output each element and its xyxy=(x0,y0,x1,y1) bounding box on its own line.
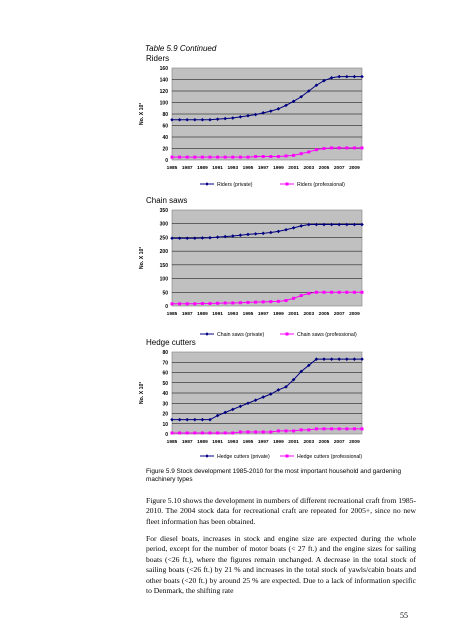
y-tick-label: 70 xyxy=(162,360,168,367)
y-tick-label: 160 xyxy=(159,66,168,72)
x-tick-label: 1985 xyxy=(166,166,178,171)
y-tick-label: 100 xyxy=(159,276,168,283)
data-point xyxy=(186,431,189,434)
legend-label: Riders (professional) xyxy=(297,182,345,188)
x-tick-label: 1993 xyxy=(227,440,239,445)
data-point xyxy=(292,429,295,432)
x-tick-label: 2009 xyxy=(349,440,360,445)
data-point xyxy=(193,431,196,434)
y-tick-label: 40 xyxy=(162,391,168,397)
data-point xyxy=(216,156,219,159)
data-point xyxy=(361,291,364,294)
x-tick-label: 1987 xyxy=(181,312,193,317)
x-tick-label: 1985 xyxy=(166,440,178,445)
x-tick-label: 1985 xyxy=(166,312,178,317)
data-point xyxy=(285,154,288,157)
y-tick-label: 30 xyxy=(162,401,168,408)
x-tick-label: 2007 xyxy=(333,166,345,171)
data-point xyxy=(345,146,348,149)
x-tick-label: 2005 xyxy=(318,166,330,171)
data-point xyxy=(330,291,333,294)
data-point xyxy=(193,156,196,159)
data-point xyxy=(193,302,196,305)
chain-saws-chart xyxy=(134,204,374,346)
page-number: 55 xyxy=(400,611,408,620)
y-tick-label: 20 xyxy=(162,411,168,418)
data-point xyxy=(345,291,348,294)
data-point xyxy=(292,297,295,300)
x-tick-label: 1995 xyxy=(242,312,254,317)
x-tick-label: 1987 xyxy=(181,440,193,445)
data-point xyxy=(247,156,250,159)
data-point xyxy=(361,146,364,149)
x-tick-label: 1997 xyxy=(257,312,269,317)
y-tick-label: 250 xyxy=(159,235,168,242)
x-tick-label: 1989 xyxy=(197,312,208,317)
y-tick-label: 80 xyxy=(162,350,168,356)
data-point xyxy=(178,431,181,434)
x-tick-label: 1997 xyxy=(257,440,269,445)
data-point xyxy=(239,156,242,159)
data-point xyxy=(300,294,303,297)
data-point xyxy=(178,156,181,159)
data-point xyxy=(224,156,227,159)
data-point xyxy=(353,146,356,149)
data-point xyxy=(323,291,326,294)
x-tick-label: 2007 xyxy=(333,312,345,317)
legend-marker xyxy=(205,454,209,458)
y-tick-label: 80 xyxy=(162,112,168,118)
y-tick-label: 0 xyxy=(165,304,168,310)
y-tick-label: 10 xyxy=(162,421,168,428)
y-axis-label: No. X 10³ xyxy=(139,246,145,270)
x-tick-label: 1995 xyxy=(242,166,254,171)
data-point xyxy=(307,292,310,295)
y-tick-label: 300 xyxy=(159,221,168,228)
legend-marker xyxy=(286,183,289,186)
x-tick-label: 1999 xyxy=(273,440,284,445)
x-tick-label: 2001 xyxy=(288,166,299,171)
x-tick-label: 2003 xyxy=(303,312,315,317)
data-point xyxy=(201,302,204,305)
data-point xyxy=(307,428,310,431)
x-tick-label: 2001 xyxy=(288,312,299,317)
data-point xyxy=(171,302,174,305)
data-point xyxy=(277,429,280,432)
data-point xyxy=(231,156,234,159)
x-tick-label: 1995 xyxy=(242,440,254,445)
data-point xyxy=(300,152,303,155)
data-point xyxy=(323,147,326,150)
riders-chart xyxy=(134,62,374,192)
data-point xyxy=(262,300,265,303)
data-point xyxy=(171,156,174,159)
data-point xyxy=(186,302,189,305)
x-tick-label: 1993 xyxy=(227,166,239,171)
data-point xyxy=(269,155,272,158)
table-title: Table 5.9 Continued xyxy=(145,44,217,53)
data-point xyxy=(269,430,272,433)
data-point xyxy=(315,148,318,151)
data-point xyxy=(307,150,310,153)
x-tick-label: 2005 xyxy=(318,312,330,317)
data-point xyxy=(330,427,333,430)
x-tick-label: 1999 xyxy=(273,166,284,171)
y-tick-label: 150 xyxy=(159,262,168,269)
legend-marker xyxy=(286,333,289,336)
y-axis-label: No. X 10³ xyxy=(139,381,145,405)
data-point xyxy=(216,431,219,434)
data-point xyxy=(315,427,318,430)
x-tick-label: 2007 xyxy=(333,440,345,445)
y-tick-label: 0 xyxy=(165,432,168,438)
x-tick-label: 1991 xyxy=(212,166,223,171)
data-point xyxy=(345,427,348,430)
data-point xyxy=(269,300,272,303)
y-tick-label: 50 xyxy=(162,290,168,297)
y-tick-label: 20 xyxy=(162,146,168,153)
data-point xyxy=(247,301,250,304)
data-point xyxy=(353,291,356,294)
y-tick-label: 40 xyxy=(162,135,168,141)
x-tick-label: 2009 xyxy=(349,312,360,317)
data-point xyxy=(186,156,189,159)
y-tick-label: 60 xyxy=(162,123,168,130)
data-point xyxy=(231,301,234,304)
data-point xyxy=(277,300,280,303)
data-point xyxy=(338,291,341,294)
figure-caption: Figure 5.9 Stock development 1985-2010 for the most important household and gardening machinery types xyxy=(146,468,402,484)
x-tick-label: 2003 xyxy=(303,440,315,445)
data-point xyxy=(224,431,227,434)
x-tick-label: 1991 xyxy=(212,312,223,317)
data-point xyxy=(262,430,265,433)
legend-label: Hedge cutters (private) xyxy=(217,454,270,460)
data-point xyxy=(254,301,257,304)
data-point xyxy=(254,430,257,433)
x-tick-label: 2003 xyxy=(303,166,315,171)
legend-label: Chain saws (professional) xyxy=(297,332,357,338)
y-tick-label: 120 xyxy=(159,89,168,95)
data-point xyxy=(224,301,227,304)
chart-title-riders: Riders xyxy=(146,54,170,63)
data-point xyxy=(209,431,212,434)
data-point xyxy=(247,430,250,433)
data-point xyxy=(315,291,318,294)
y-tick-label: 50 xyxy=(162,380,168,387)
paragraph-1: Figure 5.10 shows the development in numbers of different recreational craft from 1985-2010. The 2004 stock data for recreational craft are repeated for 2005+, since no new fleet information has been obtained. xyxy=(146,496,416,526)
x-tick-label: 1993 xyxy=(227,312,239,317)
data-point xyxy=(178,302,181,305)
x-tick-label: 1989 xyxy=(197,440,208,445)
legend-label: Hedge cutters (professional) xyxy=(297,454,363,460)
data-point xyxy=(171,431,174,434)
x-tick-label: 2009 xyxy=(349,166,360,171)
data-point xyxy=(285,299,288,302)
data-point xyxy=(300,428,303,431)
data-point xyxy=(201,431,204,434)
data-point xyxy=(330,146,333,149)
data-point xyxy=(353,427,356,430)
legend-marker xyxy=(205,182,209,186)
data-point xyxy=(292,154,295,157)
x-tick-label: 2005 xyxy=(318,440,330,445)
x-tick-label: 2001 xyxy=(288,440,299,445)
legend-marker xyxy=(205,332,209,336)
data-point xyxy=(277,155,280,158)
x-tick-label: 1991 xyxy=(212,440,223,445)
y-tick-label: 100 xyxy=(159,100,168,107)
legend-marker xyxy=(286,455,289,458)
x-tick-label: 1999 xyxy=(273,312,284,317)
data-point xyxy=(338,146,341,149)
x-tick-label: 1989 xyxy=(197,166,208,171)
y-axis-label: No. X 10³ xyxy=(139,102,145,126)
x-tick-label: 1997 xyxy=(257,166,269,171)
legend-label: Chain saws (private) xyxy=(217,332,265,338)
data-point xyxy=(338,427,341,430)
data-point xyxy=(201,156,204,159)
x-tick-label: 1987 xyxy=(181,166,193,171)
data-point xyxy=(239,301,242,304)
legend-label: Riders (private) xyxy=(217,182,253,188)
data-point xyxy=(262,155,265,158)
data-point xyxy=(323,427,326,430)
data-point xyxy=(361,427,364,430)
chart-title-hedge-cutters: Hedge cutters xyxy=(146,338,196,347)
data-point xyxy=(209,156,212,159)
y-tick-label: 350 xyxy=(159,208,168,214)
hedge-cutters-chart xyxy=(134,346,374,464)
data-point xyxy=(216,302,219,305)
y-tick-label: 140 xyxy=(159,77,168,84)
y-tick-label: 60 xyxy=(162,370,168,377)
y-tick-label: 0 xyxy=(165,158,168,164)
chart-title-chain-saws: Chain saws xyxy=(146,196,188,205)
data-point xyxy=(231,431,234,434)
paragraph-2: For diesel boats, increases in stock and engine size are expected during the whole period, except for the number of motor boats (< 27 ft.) and the engine sizes for sailing boats (<26 ft.), where the figures remain unchanged. A decrease in the total stock of sailing boats (<26 ft.) by 21 % and increases in the total stock of yawls/cabin boats and other boats (<20 ft.) by around 25 % are expected. Due to a lack of information specific to Denmark, the shifting rate xyxy=(146,534,416,596)
data-point xyxy=(254,155,257,158)
data-point xyxy=(285,429,288,432)
data-point xyxy=(209,302,212,305)
y-tick-label: 200 xyxy=(159,249,168,256)
data-point xyxy=(239,430,242,433)
